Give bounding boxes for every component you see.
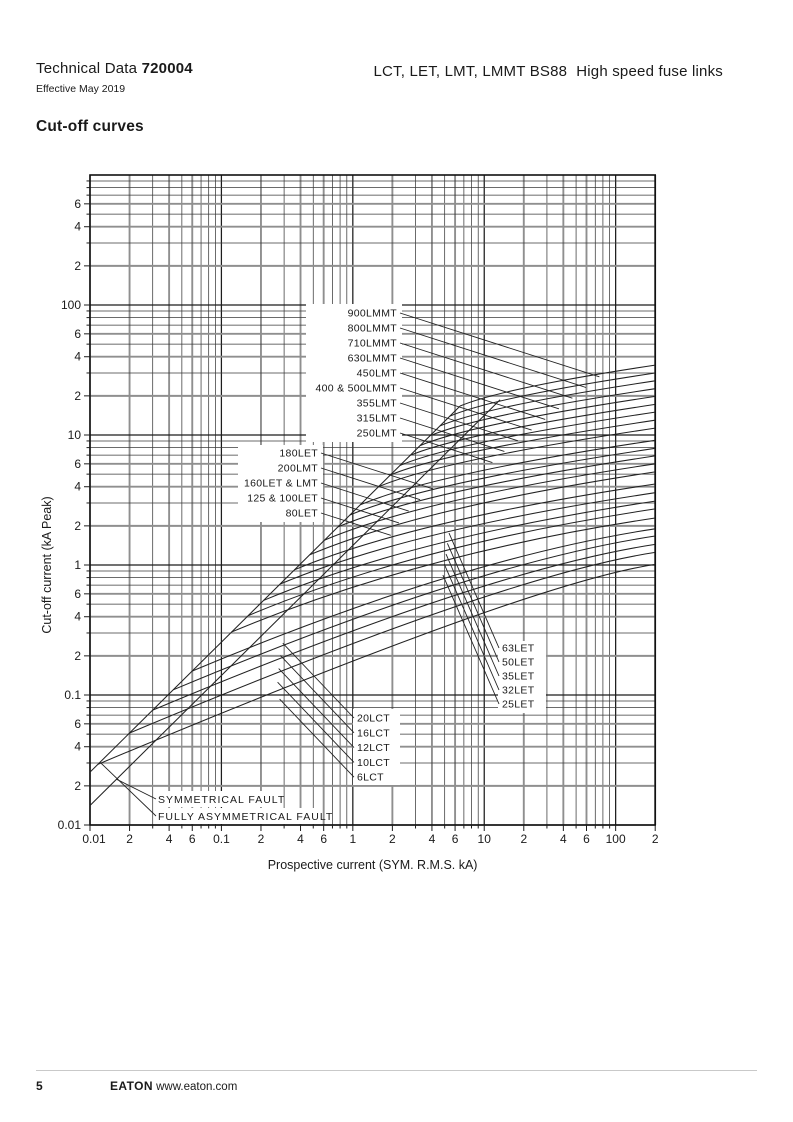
y-tick-label: 10: [67, 428, 81, 442]
curve-label-200LMT: 200LMT: [277, 462, 318, 475]
curve-leader-80LET: [321, 513, 391, 535]
y-tick-label: 0.1: [64, 688, 81, 702]
curve-32LET: [248, 509, 655, 616]
y-tick-label: 4: [74, 349, 81, 364]
x-tick-label: 0.01: [82, 832, 106, 846]
product-line: LCT, LET, LMT, LMMT BS88: [373, 63, 568, 80]
x-tick-label: 2: [126, 832, 133, 846]
curve-label-900LMMT: 900LMMT: [347, 307, 397, 320]
x-tick-label: 6: [583, 832, 590, 846]
curve-leader-800LMMT: [400, 328, 586, 388]
y-tick-label: 0.01: [57, 818, 81, 832]
y-tick-label: 6: [74, 716, 81, 731]
curve-label-710LMMT: 710LMMT: [347, 337, 397, 350]
curve-80LET: [310, 472, 656, 555]
curve-leader-710LMMT: [400, 343, 572, 398]
y-tick-label: 2: [74, 388, 81, 403]
x-tick-label: 1: [349, 832, 357, 846]
y-tick-label: 4: [74, 739, 81, 754]
curve-label-32LET: 32LET: [502, 684, 535, 697]
y-tick-label: 6: [74, 456, 81, 471]
brand-logo-text: EATON: [110, 1079, 153, 1093]
curve-label-35LET: 35LET: [502, 670, 535, 683]
curve-leader-6LCT: [280, 699, 354, 777]
page-title: Cut-off curves: [36, 118, 144, 135]
curve-label-250LMT: 250LMT: [356, 427, 397, 440]
curve-label-50LET: 50LET: [502, 656, 535, 669]
y-tick-label: 4: [74, 609, 81, 624]
product-description: High speed fuse links: [576, 63, 723, 80]
curve-710LMMT: [440, 381, 655, 426]
curve-12LCT: [153, 544, 656, 710]
page-number: 5: [36, 1079, 43, 1093]
fault-leader-symmetrical: [117, 779, 157, 799]
x-tick-label: 0.1: [213, 832, 230, 846]
curve-label-25LET: 25LET: [502, 698, 535, 711]
curve-label-160LET&LMT: 160LET & LMT: [243, 477, 318, 490]
y-axis-title: Cut-off current (kA Peak): [40, 496, 54, 634]
curve-label-180LET: 180LET: [279, 447, 318, 460]
y-tick-label: 4: [74, 479, 81, 494]
curve-leader-16LCT: [281, 656, 355, 733]
curve-leader-630LMMT: [400, 358, 559, 409]
y-tick-label: 6: [74, 586, 81, 601]
curve-label-10LCT: 10LCT: [357, 756, 391, 769]
curve-label-800LMMT: 800LMMT: [347, 322, 397, 335]
curve-leader-63LET: [449, 533, 499, 648]
curve-label-630LMMT: 630LMMT: [347, 352, 397, 365]
curve-label-315LMT: 315LMT: [356, 412, 397, 425]
x-tick-label: 4: [297, 832, 304, 846]
x-tick-label: 6: [188, 832, 196, 846]
x-tick-label: 2: [651, 832, 659, 846]
x-tick-label: 6: [320, 832, 328, 846]
x-tick-label: 4: [165, 832, 173, 846]
curve-label-355LMT: 355LMT: [356, 397, 397, 410]
x-axis-title: Prospective current (SYM. R.M.S. kA): [267, 858, 478, 872]
curve-leader-20LCT: [283, 643, 354, 718]
y-tick-label: 4: [74, 219, 81, 234]
x-tick-label: 2: [257, 832, 265, 846]
doc-number: 720004: [141, 60, 193, 77]
fault-label-fully-asymmetrical: FULLY ASYMMETRICAL FAULT: [158, 811, 334, 823]
curve-label-6LCT: 6LCT: [357, 771, 384, 784]
footer-rule: [36, 1070, 757, 1071]
y-tick-label: 100: [60, 298, 81, 312]
y-tick-label: 2: [74, 648, 81, 663]
y-tick-label: 1: [74, 558, 81, 572]
curve-leader-10LCT: [278, 682, 354, 762]
curve-25LET: [232, 518, 655, 632]
y-tick-label: 2: [74, 518, 81, 533]
curve-leader-12LCT: [279, 669, 354, 748]
fault-label-symmetrical: SYMMETRICAL FAULT: [158, 794, 286, 806]
curve-label-20LCT: 20LCT: [357, 712, 391, 725]
y-tick-label: 2: [74, 778, 81, 793]
x-tick-label: 6: [451, 832, 459, 846]
curve-label-16LCT: 16LCT: [357, 727, 391, 740]
curve-leader-180LET: [321, 453, 433, 489]
brand-url[interactable]: www.eaton.com: [156, 1081, 238, 1093]
y-tick-label: 6: [74, 196, 81, 211]
y-tick-label: 2: [74, 258, 81, 273]
x-tick-label: 4: [428, 832, 436, 846]
curve-label-12LCT: 12LCT: [357, 742, 391, 755]
curve-label-63LET: 63LET: [502, 642, 535, 655]
x-tick-label: 10: [477, 832, 491, 846]
fault-leader-fully-asymmetrical: [100, 762, 156, 816]
x-tick-label: 2: [389, 832, 396, 846]
curve-label-400&500LMMT: 400 & 500LMMT: [315, 382, 397, 395]
curve-leader-35LET: [446, 554, 499, 676]
curve-label-80LET: 80LET: [285, 507, 318, 520]
curve-label-450LMT: 450LMT: [356, 367, 397, 380]
technical-data-label: Technical Data: [36, 60, 138, 77]
effective-date: Effective May 2019: [36, 83, 126, 95]
x-tick-label: 2: [520, 832, 528, 846]
y-tick-label: 6: [74, 326, 81, 341]
curve-label-125&100LET: 125 & 100LET: [247, 492, 318, 505]
x-tick-label: 100: [605, 832, 626, 846]
x-tick-label: 4: [560, 832, 567, 846]
brand: [110, 1079, 237, 1093]
